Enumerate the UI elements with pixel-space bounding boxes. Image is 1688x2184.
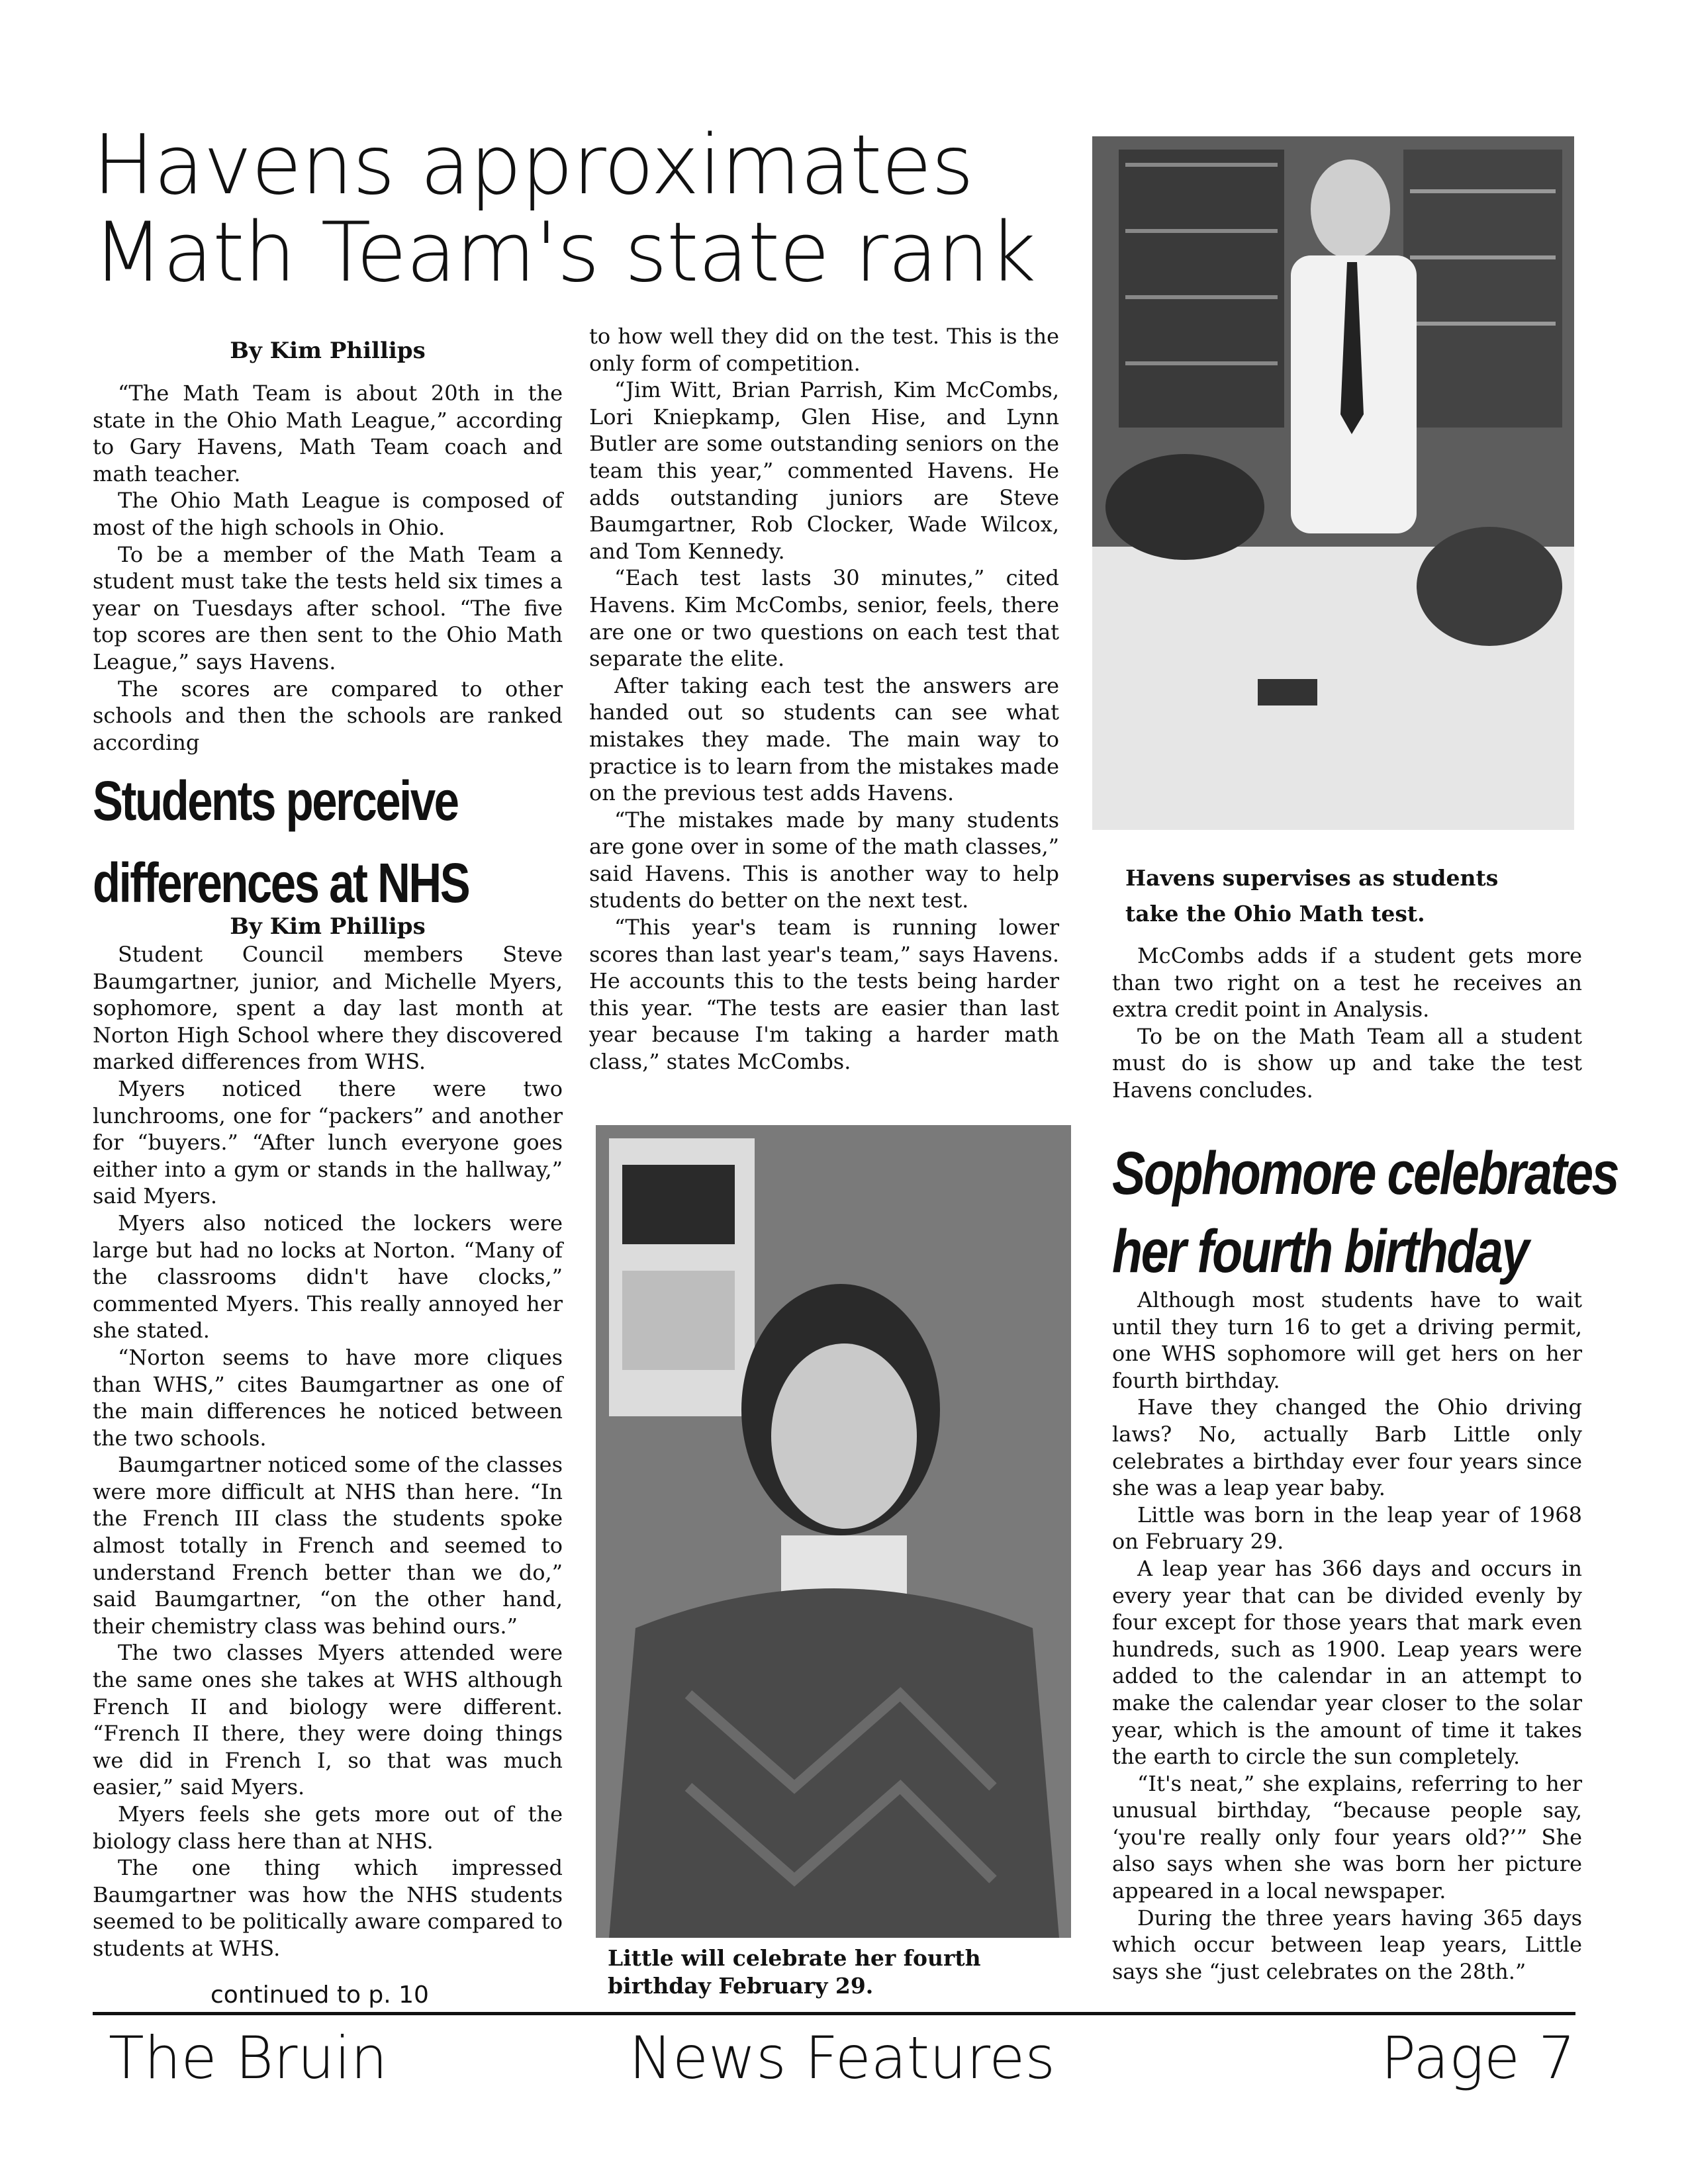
article2-body — [93, 941, 563, 1962]
article1-col2-paragraph: “Each test lasts 30 minutes,” cited Havens. Kim McCombs, senior, feels, there are one or two questions on each test that separate the elite. — [589, 565, 1059, 672]
article2-paragraph: Myers noticed there were two lunchrooms, one for “packers” and another for “buyers.” “After lunch everyone goes either into a gym or stands in the hallway,” said Myers. — [93, 1075, 563, 1209]
article2-paragraph: The two classes Myers attended were the same ones she takes at WHS although French II and biology were different. “French II there, they were doing things we did in French I, so that was much easier,” said Myers. — [93, 1640, 563, 1800]
article2-headline-line1: Students perceive — [93, 770, 458, 832]
havens-caption-line2: take the Ohio Math test. — [1125, 901, 1425, 927]
article1-column1 — [93, 380, 563, 756]
little-photo-caption: Little will celebrate her fourth birthday February 29. — [608, 1945, 981, 1999]
article2-paragraph: Myers feels she gets more out of the biology class here than at NHS. — [93, 1801, 563, 1854]
main-headline-line1: Havens approximates — [93, 118, 974, 213]
footer-section-name: News Features — [629, 2024, 1056, 2092]
article3-headline — [1112, 1134, 1618, 1291]
footer-publication-name: The Bruin — [109, 2024, 388, 2092]
article2-headline — [93, 760, 469, 924]
article1-col1-paragraph: “The Math Team is about 20th in the state in the Ohio Math League,” according to Gary Havens, Math Team coach and math teacher. — [93, 381, 563, 486]
article2-headline-line2: differences at NHS — [93, 852, 469, 914]
article2-paragraph: The one thing which impressed Baumgartner was how the NHS students seemed to be politically aware compared to students at WHS. — [93, 1855, 563, 1961]
article3-headline-line1: Sophomore celebrates — [1112, 1140, 1618, 1207]
little-portrait-photo — [596, 1125, 1071, 1938]
footer-rule — [93, 2012, 1575, 2015]
article1-byline: By Kim Phillips — [230, 338, 426, 364]
article3-paragraph: Little was born in the leap year of 1968 on February 29. — [1112, 1502, 1582, 1555]
main-headline — [93, 118, 1072, 300]
article3-body — [1112, 1287, 1582, 1985]
continued-link[interactable]: continued to p. 10 — [211, 1981, 429, 2009]
main-headline-line2: Math Team's state rank — [93, 205, 1036, 300]
article1-col2-paragraph: “The mistakes made by many students are gone over in some of the math classes,” said Havens. This is another way to help students do better on the next test. — [589, 807, 1059, 913]
article2-paragraph: Myers also noticed the lockers were large but had no locks at Norton. “Many of the classrooms didn't have clocks,” commented Myers. This really annoyed her she stated. — [93, 1210, 563, 1343]
article1-col2-paragraph: to how well they did on the test. This is the only form of competition. — [589, 324, 1059, 376]
article3-paragraph: Have they changed the Ohio driving laws? No, actually Barb Little only celebrates a birthday ever four years since she was a leap year baby. — [1112, 1394, 1582, 1501]
article1-col2-paragraph: “Jim Witt, Brian Parrish, Kim McCombs, Lori Kniepkamp, Glen Hise, and Lynn Butler are some outstanding seniors on the team this year,” commented Havens. He adds outstanding juniors are Steve Baumgartner, Rob Clocker, Wade Wilcox, and Tom Kennedy. — [589, 377, 1059, 564]
article1-column2 — [589, 323, 1059, 1075]
article3-headline-line2: her fourth birthday — [1112, 1218, 1528, 1285]
article1-column3 — [1112, 942, 1582, 1104]
article1-col1-paragraph: To be a member of the Math Team a student must take the tests held six times a year on Tuesdays after school. “The five top scores are then sent to the Ohio Math League,” says Havens. — [93, 541, 563, 674]
article2-byline: By Kim Phillips — [230, 913, 426, 940]
article1-col3-paragraph: McCombs adds if a student gets more than two right on a test he receives an extra credit point in Analysis. — [1112, 943, 1582, 1023]
article1-col2-paragraph: “This year's team is running lower scores than last year's team,” says Havens. He accounts this to the tests being harder this year. “The tests are easier than last year because I'm taking a harder math class,” states McCombs. — [589, 915, 1059, 1075]
article3-paragraph: Although most students have to wait until they turn 16 to get a driving permit, one WHS sophomore will get hers on her fourth birthday. — [1112, 1287, 1582, 1393]
footer-page-number: Page 7 — [1381, 2024, 1575, 2092]
article3-paragraph: During the three years having 365 days which occur between leap years, Little says she “just celebrates on the 28th.” — [1112, 1905, 1582, 1984]
article3-paragraph: A leap year has 366 days and occurs in every year that can be divided evenly by four except for those years that mark even hundreds, such as 1900. Leap years were added to the calendar in an attempt to make the calendar year closer to the solar year, which is the amount of time it takes the earth to circle the sun completely. — [1112, 1555, 1582, 1770]
article1-col2-paragraph: After taking each test the answers are handed out so students can see what mistakes they made. The main way to practice is to learn from the mistakes made on the previous test adds Havens. — [589, 672, 1059, 806]
article1-col1-paragraph: The scores are compared to other schools and then the schools are ranked according — [93, 676, 563, 755]
article2-paragraph: Student Council members Steve Baumgartner, junior, and Michelle Myers, sophomore, spent a day last month at Norton High School where they discovered marked differences from WHS. — [93, 942, 563, 1075]
havens-caption-line1: Havens supervises as students — [1125, 865, 1499, 891]
havens-photo-caption — [1125, 860, 1562, 932]
article2-paragraph: “Norton seems to have more cliques than WHS,” cites Baumgartner as one of the main differences he noticed between the two schools. — [93, 1344, 563, 1451]
article1-col1-paragraph: The Ohio Math League is composed of most of the high schools in Ohio. — [93, 488, 563, 540]
article1-col3-paragraph: To be on the Math Team all a student must do is show up and take the test Havens concludes. — [1112, 1023, 1582, 1103]
article2-paragraph: Baumgartner noticed some of the classes were more difficult at NHS than here. “In the French III class the students spoke almost totally in French and seemed to understand French better than we do,” said Baumgartner, “on the other hand, their chemistry class was behind ours.” — [93, 1452, 563, 1639]
havens-classroom-photo — [1092, 136, 1574, 830]
article3-paragraph: “It's neat,” she explains, referring to her unusual birthday, “because people say, ‘you're really only four years old?’” She also says when she was born her picture appeared in a local newspaper. — [1112, 1770, 1582, 1904]
